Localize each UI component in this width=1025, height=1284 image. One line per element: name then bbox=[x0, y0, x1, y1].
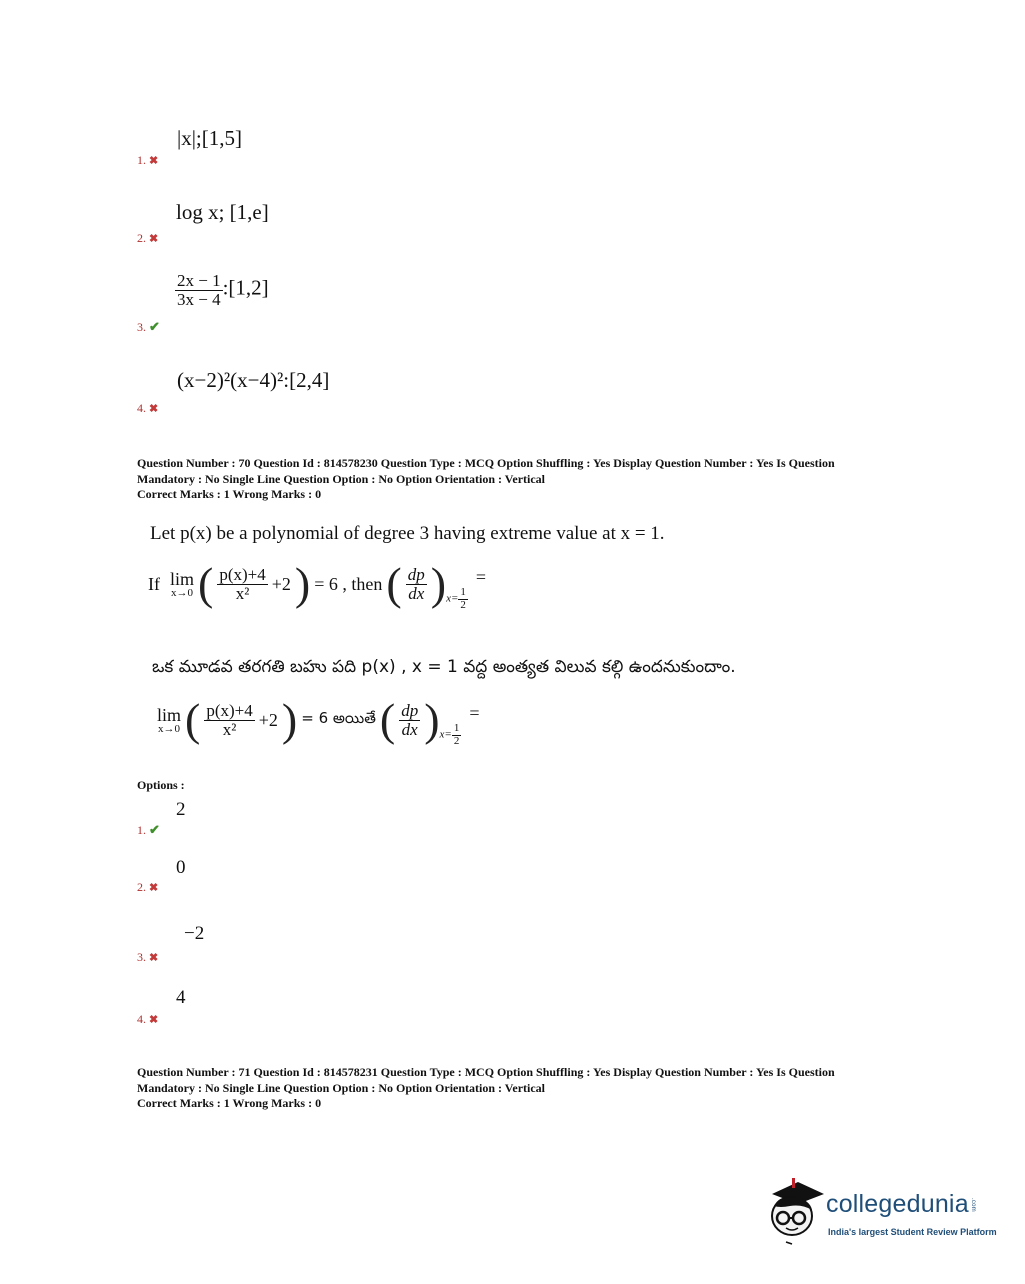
right-paren: ) bbox=[424, 694, 440, 745]
logo-wordmark: collegedunia.com bbox=[826, 1190, 976, 1218]
question-71-meta bbox=[137, 1065, 897, 1112]
fraction: $\frac{2x - 1}{3x - 4}$ bbox=[177, 271, 221, 309]
options-label: Options : bbox=[137, 778, 185, 792]
question-70-stem-english: Let p(x) be a polynomial of degree 3 having extreme value at x = 1. bbox=[150, 523, 665, 544]
wrong-mark-icon: ✖ bbox=[149, 233, 159, 245]
meta-line: Mandatory : No Single Line Question Option : No Option Orientation : Vertical bbox=[137, 1080, 546, 1095]
left-paren: ( bbox=[185, 694, 201, 745]
right-paren: ) bbox=[294, 558, 311, 609]
limit: lim x→0 bbox=[170, 568, 195, 599]
limit: lim x→0 bbox=[157, 704, 182, 735]
fraction: $\frac{p(x)+4}{\text{x²}}$ bbox=[219, 564, 266, 603]
prev-option-3-expression: $\frac{2x - 1}{3x - 4}$ :[1,2] bbox=[177, 271, 269, 309]
prev-option-2-number: 2. ✖ bbox=[137, 231, 159, 245]
q70-option-2-value: 0 bbox=[176, 857, 186, 878]
wrong-mark-icon: ✖ bbox=[149, 403, 159, 415]
collegedunia-logo bbox=[766, 1176, 996, 1246]
prev-option-4-number: 4. ✖ bbox=[137, 401, 159, 415]
meta-line: Mandatory : No Single Line Question Option : No Option Orientation : Vertical bbox=[137, 471, 546, 486]
logo-tagline: India's largest Student Review Platform bbox=[828, 1227, 997, 1237]
mascot-icon bbox=[766, 1176, 826, 1246]
wrong-mark-icon: ✖ bbox=[149, 882, 159, 894]
q70-option-4-value: 4 bbox=[176, 987, 186, 1008]
prev-option-1-number: 1. ✖ bbox=[137, 153, 159, 167]
check-mark-icon: ✔ bbox=[149, 319, 160, 334]
if-label: If bbox=[148, 573, 160, 594]
prev-option-1-expression: |x|;[1,5] bbox=[177, 126, 242, 150]
meta-line: Question Number : 70 Question Id : 814578230 Question Type : MCQ Option Shuffling : Yes Display Question Number : Yes Is Question bbox=[137, 456, 835, 470]
q70-option-1-number: 1. ✔ bbox=[137, 822, 160, 837]
q70-option-3-value: −2 bbox=[184, 923, 205, 944]
derivative: $\frac{dp}{dx}$ bbox=[407, 564, 425, 603]
meta-line: Correct Marks : 1 Wrong Marks : 0 bbox=[137, 1096, 322, 1110]
q70-option-4-number: 4. ✖ bbox=[137, 1012, 159, 1026]
wrong-mark-icon: ✖ bbox=[149, 952, 159, 964]
prev-option-3-number: 3. ✔ bbox=[137, 319, 160, 334]
meta-line: Correct Marks : 1 Wrong Marks : 0 bbox=[137, 487, 322, 501]
wrong-mark-icon: ✖ bbox=[149, 1014, 159, 1026]
q70-option-1-value: 2 bbox=[176, 799, 186, 820]
right-paren: ) bbox=[281, 694, 298, 745]
question-70-stem-telugu: ఒక మూడవ తరగతి బహు పది p(x) , x = 1 వద్ద అంత్యత విలువ కల్గి ఉందనుకుందాం. bbox=[152, 657, 736, 677]
meta-line: Question Number : 71 Question Id : 814578231 Question Type : MCQ Option Shuffling : Yes Display Question Number : Yes Is Question bbox=[137, 1065, 835, 1079]
check-mark-icon: ✔ bbox=[149, 822, 160, 837]
q70-option-2-number: 2. ✖ bbox=[137, 880, 159, 894]
question-70-limit-telugu: lim x→0 ( $\frac{p(x)+4}{\text{x²}}$ +2 ) = 6 అయితే ( $\frac{dp}{dx}$ ) x= $\frac{1}{2}$ = bbox=[157, 694, 480, 747]
left-paren: ( bbox=[386, 558, 402, 609]
derivative: $\frac{dp}{dx}$ bbox=[401, 700, 419, 739]
left-paren: ( bbox=[379, 694, 396, 745]
evaluation-point: x= $\frac{1}{2}$ bbox=[446, 585, 466, 611]
question-70-limit-english: If lim x→0 ( $\frac{p(x)+4}{\text{x²}}$ +2 ) = 6 , then ( $\frac{dp}{dx}$ ) x= $\frac{1}{2}$ = bbox=[148, 558, 487, 611]
prev-option-2-expression: log x; [1,e] bbox=[176, 200, 269, 224]
fraction: $\frac{p(x)+4}{\text{x²}}$ bbox=[206, 700, 253, 739]
left-paren: ( bbox=[198, 558, 214, 609]
wrong-mark-icon: ✖ bbox=[149, 155, 159, 167]
evaluation-point: x= $\frac{1}{2}$ bbox=[439, 721, 460, 747]
question-70-meta bbox=[137, 456, 897, 503]
prev-option-4-expression: (x−2)²(x−4)²:[2,4] bbox=[177, 368, 330, 392]
q70-option-3-number: 3. ✖ bbox=[137, 950, 159, 964]
right-paren: ) bbox=[430, 558, 447, 609]
